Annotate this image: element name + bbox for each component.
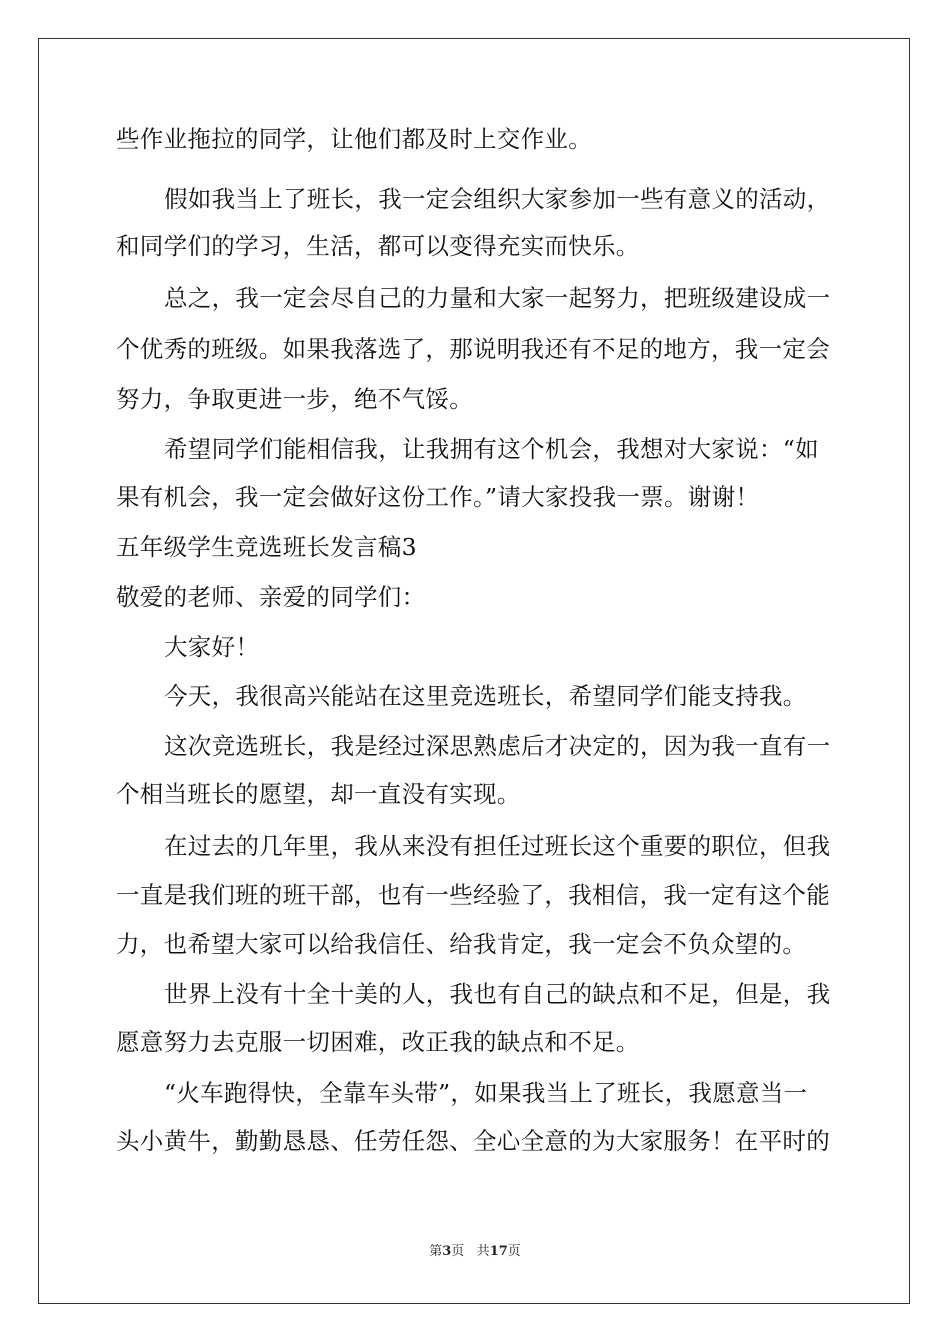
text-line: 果有机会，我一定会做好这份工作。”请大家投我一票。谢谢！ xyxy=(116,483,760,511)
text-line: 愿意努力去克服一切困难，改正我的缺点和不足。 xyxy=(116,1028,640,1056)
text-line: 力，也希望大家可以给我信任、给我肯定，我一定会不负众望的。 xyxy=(116,930,807,958)
text-line: 些作业拖拉的同学，让他们都及时上交作业。 xyxy=(116,125,592,153)
page-border xyxy=(38,38,910,1304)
text-line: 今天，我很高兴能站在这里竞选班长，希望同学们能支持我。 xyxy=(164,682,807,710)
text-line: 这次竞选班长，我是经过深思熟虑后才决定的，因为我一直有一 xyxy=(164,732,831,760)
text-line: 努力，争取更进一步，绝不气馁。 xyxy=(116,385,473,413)
page-total: 17 xyxy=(489,1244,508,1259)
text-line: 假如我当上了班长，我一定会组织大家参加一些有意义的活动， xyxy=(164,185,831,213)
page-unit: 页 xyxy=(451,1244,465,1259)
page-prefix: 第 xyxy=(429,1244,443,1259)
text-line: “火车跑得快，全靠车头带”，如果我当上了班长，我愿意当一 xyxy=(164,1079,808,1107)
text-line: 在过去的几年里，我从来没有担任过班长这个重要的职位，但我 xyxy=(164,832,831,860)
total-unit: 页 xyxy=(507,1244,521,1259)
text-line: 世界上没有十全十美的人，我也有自己的缺点和不足，但是，我 xyxy=(164,980,831,1008)
text-line: 总之，我一定会尽自己的力量和大家一起努力，把班级建设成一 xyxy=(164,284,831,312)
salutation: 敬爱的老师、亲爱的同学们： xyxy=(116,583,426,611)
text-line: 个优秀的班级。如果我落选了，那说明我还有不足的地方，我一定会 xyxy=(116,335,830,363)
text-line: 头小黄牛，勤勤恳恳、任劳任怨、全心全意的为大家服务！在平时的 xyxy=(116,1127,830,1155)
text-line: 希望同学们能相信我，让我拥有这个机会，我想对大家说：“如 xyxy=(164,435,819,463)
text-line: 一直是我们班的班干部，也有一些经验了，我相信，我一定有这个能 xyxy=(116,881,830,909)
total-prefix: 共 xyxy=(476,1244,490,1259)
page-current: 3 xyxy=(442,1244,452,1259)
page-footer xyxy=(0,1240,950,1259)
greeting: 大家好！ xyxy=(164,633,260,661)
text-line: 和同学们的学习，生活，都可以变得充实而快乐。 xyxy=(116,232,640,260)
text-line: 个相当班长的愿望，却一直没有实现。 xyxy=(116,780,521,808)
section-heading: 五年级学生竞选班长发言稿3 xyxy=(116,533,417,561)
